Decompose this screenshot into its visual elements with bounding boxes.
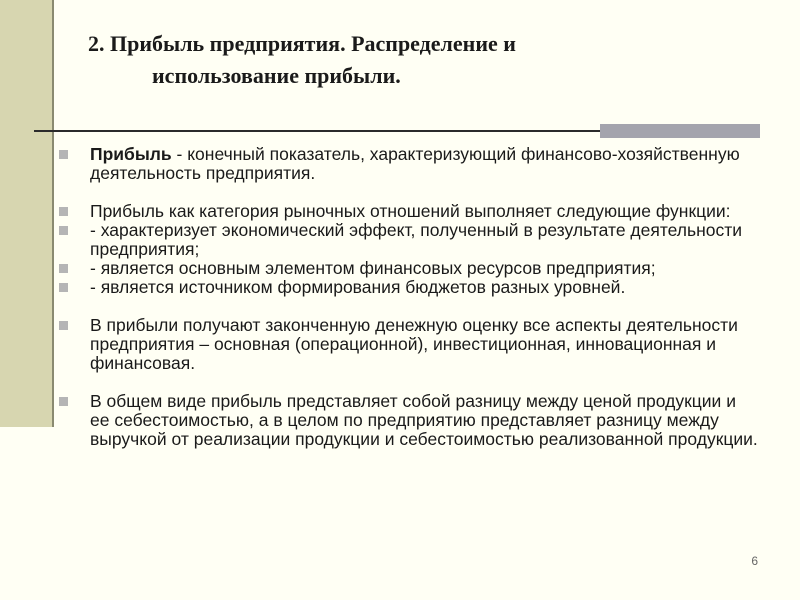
bullet-item [58,202,758,221]
page-number: 6 [751,554,758,568]
title-divider [34,130,600,132]
bullet-text: Прибыль как категория рыночных отношений выполняет следующие функции: [90,201,731,221]
bullet-item [58,145,758,183]
square-bullet-icon [59,397,68,406]
bullet-text: В прибыли получают законченную денежную оценку все аспекты деятельности предприятия – основная (операционной), инвестиционная, инновационная и финансовая. [90,315,738,373]
bullet-item [58,221,758,259]
bullet-bold-term: Прибыль [90,144,172,164]
title-divider-accent [600,124,760,138]
title-line-1: 2. Прибыль предприятия. Распределение и [88,31,516,56]
bullet-item [58,259,758,278]
square-bullet-icon [59,150,68,159]
square-bullet-icon [59,264,68,273]
square-bullet-icon [59,283,68,292]
bullet-list [58,145,758,449]
bullet-item [58,278,758,297]
bullet-item [58,392,758,449]
bullet-text: - конечный показатель, характеризующий финансово-хозяйственную деятельность предприятия. [90,144,740,183]
slide-title [88,28,768,92]
bullet-text: - является источником формирования бюджетов разных уровней. [90,277,626,297]
square-bullet-icon [59,207,68,216]
side-band-decoration [0,0,54,427]
title-line-2: использование прибыли. [152,63,401,88]
bullet-text: В общем виде прибыль представляет собой разницу между ценой продукции и ее себестоимостью, а в целом по предприятию представляет разницу между выручкой от реализации продукции и себестоимостью реализованной продукции. [90,391,758,449]
bullet-text: - характеризует экономический эффект, полученный в результате деятельности предприятия; [90,220,743,259]
square-bullet-icon [59,321,68,330]
square-bullet-icon [59,226,68,235]
bullet-item [58,316,758,373]
bullet-text: - является основным элементом финансовых ресурсов предприятия; [90,258,656,278]
